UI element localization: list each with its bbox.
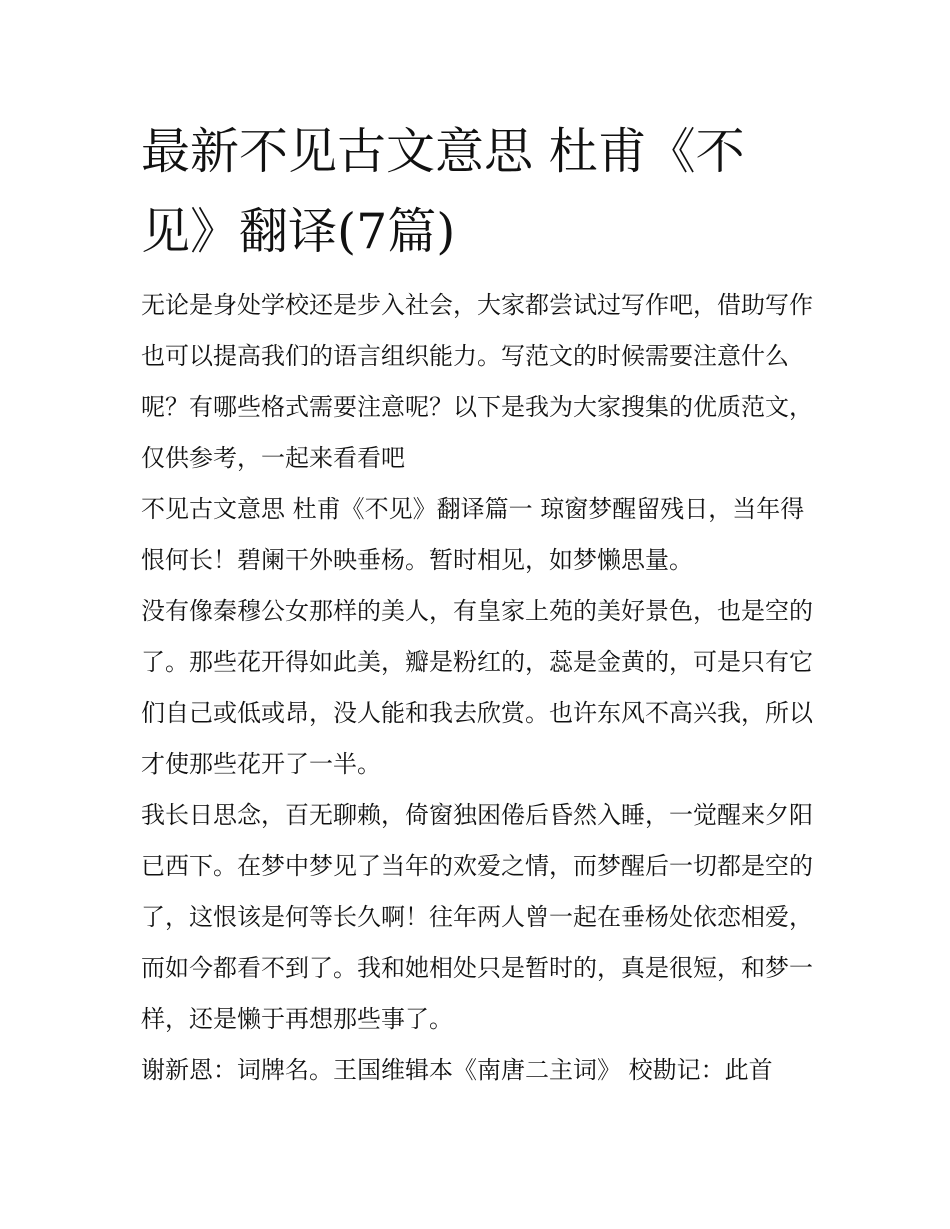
document-page [141, 112, 813, 1096]
poem-paragraph: 不见古文意思 杜甫《不见》翻译篇一 琼窗梦醒留残日，当年得恨何长！碧阑干外映垂杨。暂时相见，如梦懒思量。 [141, 495, 805, 574]
translation-paragraph-1: 没有像秦穆公女那样的美人，有皇家上苑的美好景色，也是空的了。那些花开得如此美，瓣是粉红的，蕊是金黄的，可是只有它们自己或低或昂，没人能和我去欣赏。也许东风不高兴我，所以才使那些花开了一半。 [141, 597, 813, 778]
document-title: 最新不见古文意思 杜甫《不见》翻译(7篇) [141, 123, 745, 260]
annotation-paragraph: 谢新恩：词牌名。王国维辑本《南唐二主词》 校勘记：此首 [141, 1056, 773, 1084]
intro-paragraph: 无论是身处学校还是步入社会，大家都尝试过写作吧，借助写作也可以提高我们的语言组织能力。写范文的时候需要注意什么呢？有哪些格式需要注意呢？以下是我为大家搜集的优质范文，仅供参考，一起来看看吧 [141, 291, 813, 472]
translation-paragraph-2: 我长日思念，百无聊赖，倚窗独困倦后昏然入睡，一觉醒来夕阳已西下。在梦中梦见了当年的欢爱之情，而梦醒后一切都是空的了，这恨该是何等长久啊！往年两人曾一起在垂杨处依恋相爱，而如今都看不到了。我和她相处只是暂时的，真是很短，和梦一样，还是懒于再想那些事了。 [141, 801, 813, 1033]
